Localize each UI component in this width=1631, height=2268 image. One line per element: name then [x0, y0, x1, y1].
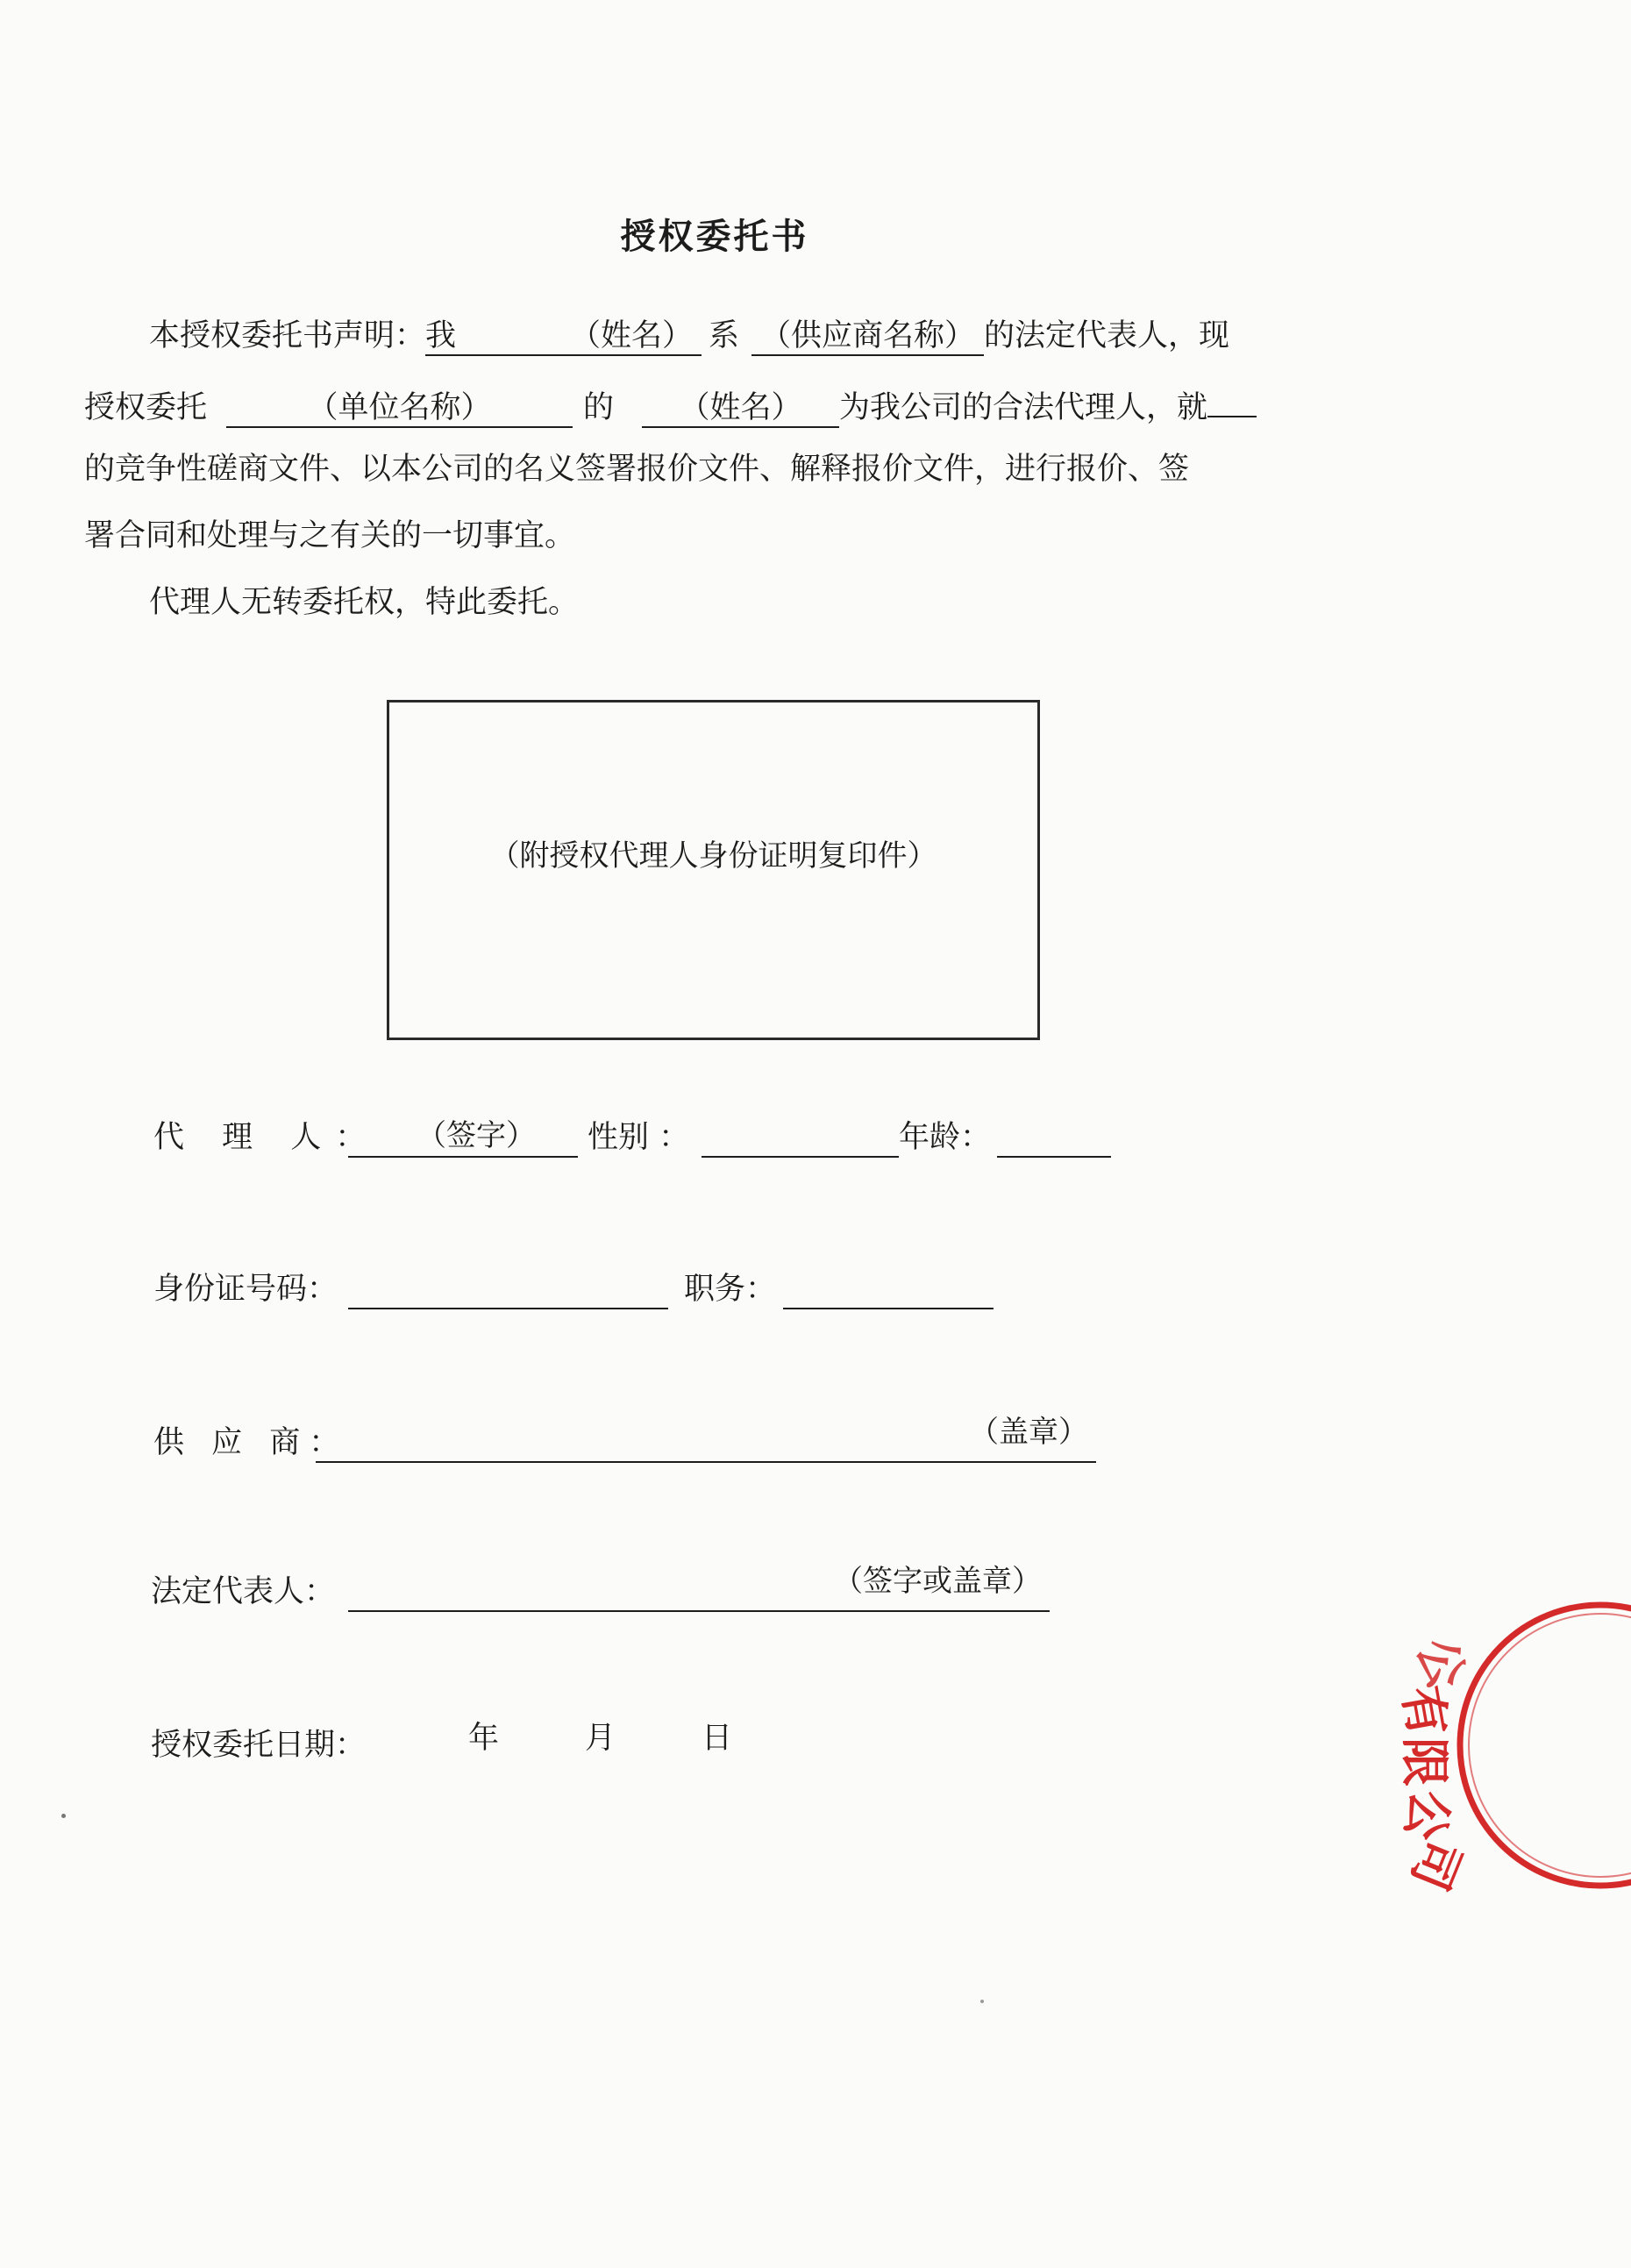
svg-text:公: 公	[1405, 1630, 1477, 1697]
id-copy-attachment-box	[387, 700, 1040, 1040]
company-seal-stamp	[1391, 1596, 1631, 1899]
para1-line2-suffix: 为我公司的合法代理人，就	[839, 390, 1208, 425]
position-label: 职务：	[684, 1272, 777, 1307]
month-label: 月	[585, 1721, 616, 1756]
scan-speck	[980, 2000, 984, 2003]
position-line	[783, 1271, 994, 1309]
svg-text:公: 公	[1393, 1786, 1460, 1845]
principal-name-field	[425, 317, 702, 356]
supplier-label: 供 应 商：	[153, 1425, 349, 1460]
document-title: 授权委托书	[620, 216, 809, 257]
unit-name-field: （单位名称）	[226, 389, 573, 428]
svg-text:限: 限	[1395, 1737, 1453, 1787]
agent-row	[153, 1116, 1118, 1159]
age-label: 年龄：	[899, 1120, 992, 1155]
legal-rep-hint: （签字或盖章）	[833, 1564, 1042, 1599]
date-row	[151, 1723, 940, 1767]
attachment-box-label: （附授权代理人身份证明复印件）	[489, 838, 937, 874]
legal-rep-row	[151, 1564, 1115, 1614]
para1-line1	[149, 314, 1229, 358]
xi-text: 系	[709, 318, 740, 353]
id-row	[153, 1267, 1030, 1311]
para1-line1-suffix: 的法定代表人，现	[984, 318, 1230, 353]
age-line	[997, 1119, 1111, 1158]
day-label: 日	[702, 1721, 733, 1756]
svg-text:有: 有	[1391, 1681, 1457, 1741]
authorize-text: 授权委托	[84, 390, 208, 425]
para1-line4: 署合同和处理与之有关的一切事宜。	[84, 518, 576, 553]
supplier-seal-hint: （盖章）	[969, 1415, 1088, 1450]
principal-name-hint: （姓名）	[570, 318, 694, 353]
wo-text: 我	[425, 318, 457, 353]
id-number-label: 身份证号码：	[153, 1272, 338, 1307]
svg-text:司: 司	[1400, 1830, 1472, 1899]
supplier-name-field: （供应商名称）	[751, 317, 984, 356]
id-number-line	[348, 1271, 668, 1309]
gender-line	[702, 1119, 899, 1158]
scan-speck	[61, 1814, 66, 1818]
de-text: 的	[583, 390, 615, 425]
para2: 代理人无转委托权，特此委托。	[149, 585, 580, 620]
agent-name-field: （姓名）	[642, 389, 839, 428]
para1-line2	[84, 381, 1257, 430]
agent-signature-hint: （签字）	[417, 1118, 536, 1153]
para1-line3: 的竞争性磋商文件、以本公司的名义签署报价文件、解释报价文件，进行报价、签	[84, 452, 1190, 487]
date-label: 授权委托日期：	[151, 1728, 367, 1763]
gender-label: 性别 ：	[588, 1120, 690, 1155]
para1-prefix: 本授权委托书声明：	[149, 318, 426, 353]
year-label: 年	[468, 1721, 500, 1756]
project-blank	[1207, 381, 1257, 417]
supplier-row	[153, 1415, 1118, 1465]
legal-rep-label: 法定代表人：	[151, 1574, 336, 1609]
agent-label: 代 理 人：	[153, 1120, 381, 1155]
